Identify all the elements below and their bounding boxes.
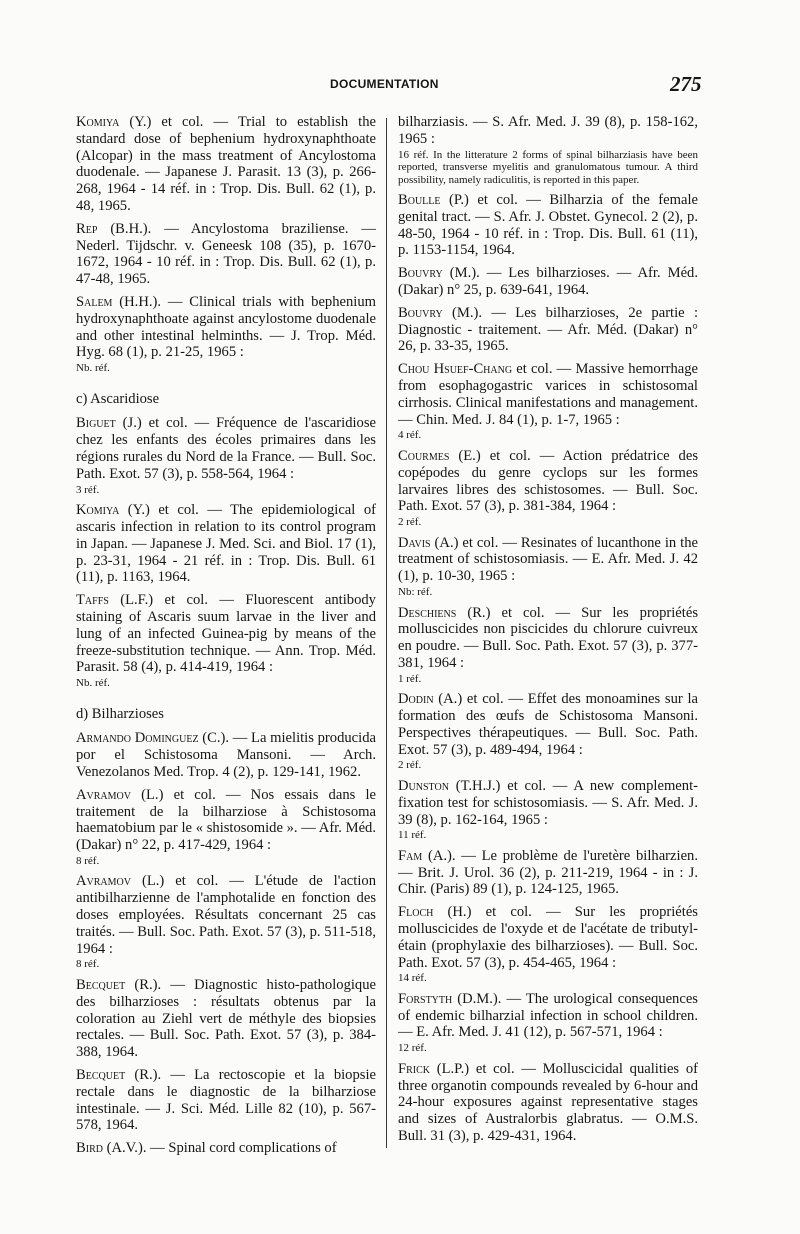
- bibliography-entry: [76, 1140, 376, 1157]
- entry-author: Komiya (Y.): [76, 114, 152, 130]
- entry-author: Becquet (R.): [76, 976, 158, 993]
- entry-author: Avramov (L.): [76, 786, 164, 803]
- entry-citation: et col. — The epidemiological of ascaris infection in relation to its control program in Japan. — Japanese J. Med. Sci. and Biol. 17 (1), p. 23-31, 1964 - 21 réf. in : Trop. Dis. Bull. 61 (11), p. 1163, 1964.: [76, 502, 376, 586]
- entry-citation: et col. — Fluorescent antibody staining of Ascaris suum larvae in the liver and lung of an infected Guinea-pig by means of the freeze-substitution technique. — Ann. Trop. Méd. Parasit. 58 (4), p. 414-419, 1964 :: [76, 592, 376, 676]
- entry-author: Bouvry (M.): [398, 265, 477, 282]
- bibliography-entry: [398, 265, 698, 299]
- bibliography-entry: [76, 977, 376, 1061]
- entry-citation: et col. — Action prédatrice des copépodes du genre cyclops sur les formes larvaires libres des schistosomes. — Bull. Soc. Path. Exot. 57 (3), p. 381-384, 1964 :: [398, 447, 698, 515]
- entry-note: 8 réf.: [76, 854, 100, 867]
- entry-note: 14 réf.: [398, 972, 427, 985]
- entry-citation: et col. — Sur les propriétés molluscicides non piscicides du chlorure cuivreux en poudre. — Bull. Soc. Path. Exot. 57 (3), p. 377-381, 1964 :: [398, 604, 698, 671]
- bibliography-entry: [398, 535, 698, 599]
- bibliography-entry: [76, 114, 376, 215]
- left-column: [76, 114, 376, 1163]
- bibliography-entry: [398, 361, 698, 442]
- entry-citation: . — Ancylostoma braziliense. — Nederl. Tijdschr. v. Geneesk 108 (35), p. 1670-1672, 1964 - 10 réf. in : Trop. Dis. Bull. 62 (1), p. 47-48, 1965.: [76, 220, 377, 288]
- section-heading: d) Bilharzioses: [76, 705, 164, 722]
- entry-author: Armando Dominguez (C.): [76, 730, 226, 747]
- entry-note: 2 réf.: [398, 516, 422, 529]
- bibliography-entry: [76, 730, 376, 780]
- bibliography-entry: [76, 873, 376, 970]
- entry-citation: et col. — Molluscicidal qualities of three organotin compounds revealed by 6-hour and 24-hour exposures against representative stages and sizes of Australorbis glabratus. — O.M.S. Bull. 31 (3), p. 429-431, 1964.: [398, 1060, 698, 1144]
- header-title: DOCUMENTATION: [330, 77, 439, 91]
- entry-author: Davis (A.): [398, 534, 459, 551]
- entry-citation: . — The urological consequences of endemic bilharzial infection in school children. — E. Afr. Med. J. 41 (12), p. 567-571, 1964 :: [398, 990, 698, 1041]
- section-heading: c) Ascaridiose: [76, 390, 160, 407]
- entry-note: 1 réf.: [398, 672, 422, 685]
- entry-citation: et col. — Trial to establish the standard dose of bephenium hydroxynaphthoate (Alcopar) in the mass treatment of Ancylostoma duodenale. — Japanese J. Parasit. 13 (3), p. 266-268, 1964 - 14 réf. in : Trop. Dis. Bull. 62 (1), p. 48, 1965.: [76, 114, 376, 214]
- entry-author: Rep (B.H.): [76, 220, 148, 237]
- entry-citation: bilharziasis. — S. Afr. Med. J. 39 (8), p. 158-162, 1965 :: [398, 114, 698, 147]
- bibliography-entry: [76, 294, 376, 375]
- entry-author: Dodin (A.): [398, 691, 463, 708]
- bibliography-entry: [398, 904, 698, 985]
- entry-citation: et col. — Bilharzia of the female genital tract. — S. Afr. J. Obstet. Gynecol. 2 (2), p. 48-50, 1964 - 10 réf. in : Trop. Dis. Bull. 61 (11), p. 1153-1154, 1964.: [398, 192, 698, 259]
- entry-citation: et col. — Sur les propriétés molluscicides de l'oxyde et de l'acétate de tributyl-étain (prophylaxie des bilharzioses). — Bull. Soc. Path. Exot. 57 (3), p. 454-465, 1964 :: [398, 904, 698, 971]
- entry-author: Fam (A.): [398, 847, 452, 864]
- entry-note: 3 réf.: [76, 483, 100, 496]
- entry-author: Floch (H.): [398, 904, 472, 921]
- page-number: 275: [670, 72, 702, 96]
- entry-author: Taffs (L.F.): [76, 592, 154, 609]
- entry-author: Bouvry (M.): [398, 304, 479, 321]
- entry-citation: et col. — Resinates of lucanthone in the treatment of schistosomiasis. — E. Afr. Med. J. 42 (1), p. 10-30, 1965 :: [398, 534, 698, 585]
- entry-citation: . — Clinical trials with bephenium hydroxynaphthoate against ancylostome duodenale and other intestinal helminths. — J. Trop. Méd. Hyg. 68 (1), p. 21-25, 1965 :: [76, 293, 376, 361]
- entry-author: Forstyth (D.M.): [398, 990, 498, 1007]
- entry-citation: et col. — Massive hemorrhage from esophagogastric varices in schistosomal cirrhosis. Clinical manifestations and management. — Chin. Med. J. 84 (1), p. 1-7, 1965 :: [398, 361, 698, 428]
- entry-citation: et col. — A new complement-fixation test for schistosomiasis. — S. Afr. Med. J. 39 (8), p. 162-164, 1965 :: [398, 777, 698, 828]
- entry-citation: . — La mielitis producida por el Schistosoma Mansoni. — Arch. Venezolanos Med. Trop. 4 (2), p. 129-141, 1962.: [76, 730, 376, 780]
- bibliography-entry: [398, 114, 698, 186]
- entry-author: Courmes (E.): [398, 447, 481, 464]
- bibliography-entry: [398, 448, 698, 529]
- entry-note: 16 réf. In the litterature 2 forms of spinal bilharziasis have been reported, transverse myelitis and granulomatous tumour. A third possibility, namely radiculitis, is reported in this paper.: [398, 148, 698, 186]
- entry-citation: et col. — L'étude de l'action antibilharzienne de l'amphotalide en fonction des doses employées. Résultats concernant 25 cas traités. — Bull. Soc. Path. Exot. 57 (3), p. 511-518, 1964 :: [76, 873, 376, 957]
- entry-author: Komiya (Y.): [76, 502, 150, 519]
- entry-note: 11 réf.: [398, 829, 427, 842]
- bibliography-entry: [398, 778, 698, 842]
- right-column: [398, 114, 698, 1151]
- bibliography-entry: [398, 305, 698, 355]
- entry-citation: et col. — Nos essais dans le traitement de la bilharziose à Schistosoma haematobium par le « shistosomide ». — Afr. Méd. (Dakar) n° 22, p. 417-429, 1964 :: [76, 786, 376, 854]
- bibliography-entry: [398, 691, 698, 772]
- bibliography-entry: [76, 787, 376, 868]
- bibliography-entry: [76, 415, 376, 496]
- entry-citation: . — Les bilharzioses. — Afr. Méd. (Dakar) n° 25, p. 639-641, 1964.: [398, 265, 698, 299]
- entry-author: Deschiens (R.): [398, 604, 491, 621]
- entry-author: Dunston (T.H.J.): [398, 777, 501, 794]
- entry-citation: . — Spinal cord complications of: [142, 1140, 337, 1157]
- column-divider: [386, 118, 387, 1148]
- bibliography-entry: [76, 502, 376, 586]
- entry-note: 2 réf.: [398, 759, 422, 772]
- entry-citation: et col. — Effet des monoamines sur la formation des œufs de Schistosoma Mansoni. Perspectives thérapeutiques. — Bull. Soc. Path. Exot. 57 (3), p. 489-494, 1964 :: [398, 691, 699, 758]
- entry-author: Boulle (P.): [398, 192, 469, 209]
- entry-note: Nb: réf.: [398, 586, 433, 599]
- entry-author: Bird (A.V.): [76, 1140, 143, 1157]
- entry-citation: . — La rectoscopie et la biopsie rectale dans le diagnostic de la bilharziose intestinale. — J. Sci. Méd. Lille 82 (10), p. 567-578, 1964.: [76, 1066, 376, 1134]
- bibliography-entry: [398, 1061, 698, 1145]
- entry-note: 12 réf.: [398, 1042, 427, 1055]
- entry-citation: et col. — Fréquence de l'ascaridiose chez les enfants des écoles primaires dans les régions rurales du Nord de la France. — Bull. Soc. Path. Exot. 57 (3), p. 558-564, 1964 :: [76, 415, 377, 482]
- bibliography-entry: [398, 605, 698, 686]
- entry-citation: . — Le problème de l'uretère bilharzien. — Brit. J. Urol. 36 (2), p. 211-219, 1964 - in : J. Chir. (Paris) 89 (1), p. 124-125, 1965.: [398, 847, 698, 898]
- entry-author: Frick (L.P.): [398, 1060, 470, 1077]
- entry-author: Becquet (R.): [76, 1066, 158, 1083]
- bibliography-entry: [76, 1067, 376, 1134]
- entry-author: Chou Hsuef-Chang: [398, 361, 513, 378]
- bibliography-entry: [76, 221, 376, 288]
- entry-author: Avramov (L.): [76, 873, 165, 890]
- bibliography-entry: [398, 192, 698, 259]
- bibliography-entry: [76, 592, 376, 689]
- entry-citation: . — Diagnostic histo-pathologique des bilharzioses : résultats obtenus par la coloration au Ziehl vert de méthyle des biopsies rectales. — Bull. Soc. Path. Exot. 57 (3), p. 384-388, 1964.: [76, 976, 376, 1061]
- entry-note: Nb. réf.: [76, 362, 110, 375]
- entry-author: Salem (H.H.): [76, 293, 158, 310]
- running-head: [0, 72, 800, 96]
- entry-citation: . — Les bilharzioses, 2e partie : Diagnostic - traitement. — Afr. Méd. (Dakar) n° 26, p. 33-35, 1965.: [398, 304, 699, 355]
- entry-note: 4 réf.: [398, 429, 422, 442]
- bibliography-entry: [398, 991, 698, 1055]
- entry-author: Biguet (J.): [76, 415, 142, 432]
- bibliography-entry: [398, 848, 698, 898]
- entry-note: Nb. réf.: [76, 677, 110, 690]
- entry-note: 8 réf.: [76, 958, 100, 971]
